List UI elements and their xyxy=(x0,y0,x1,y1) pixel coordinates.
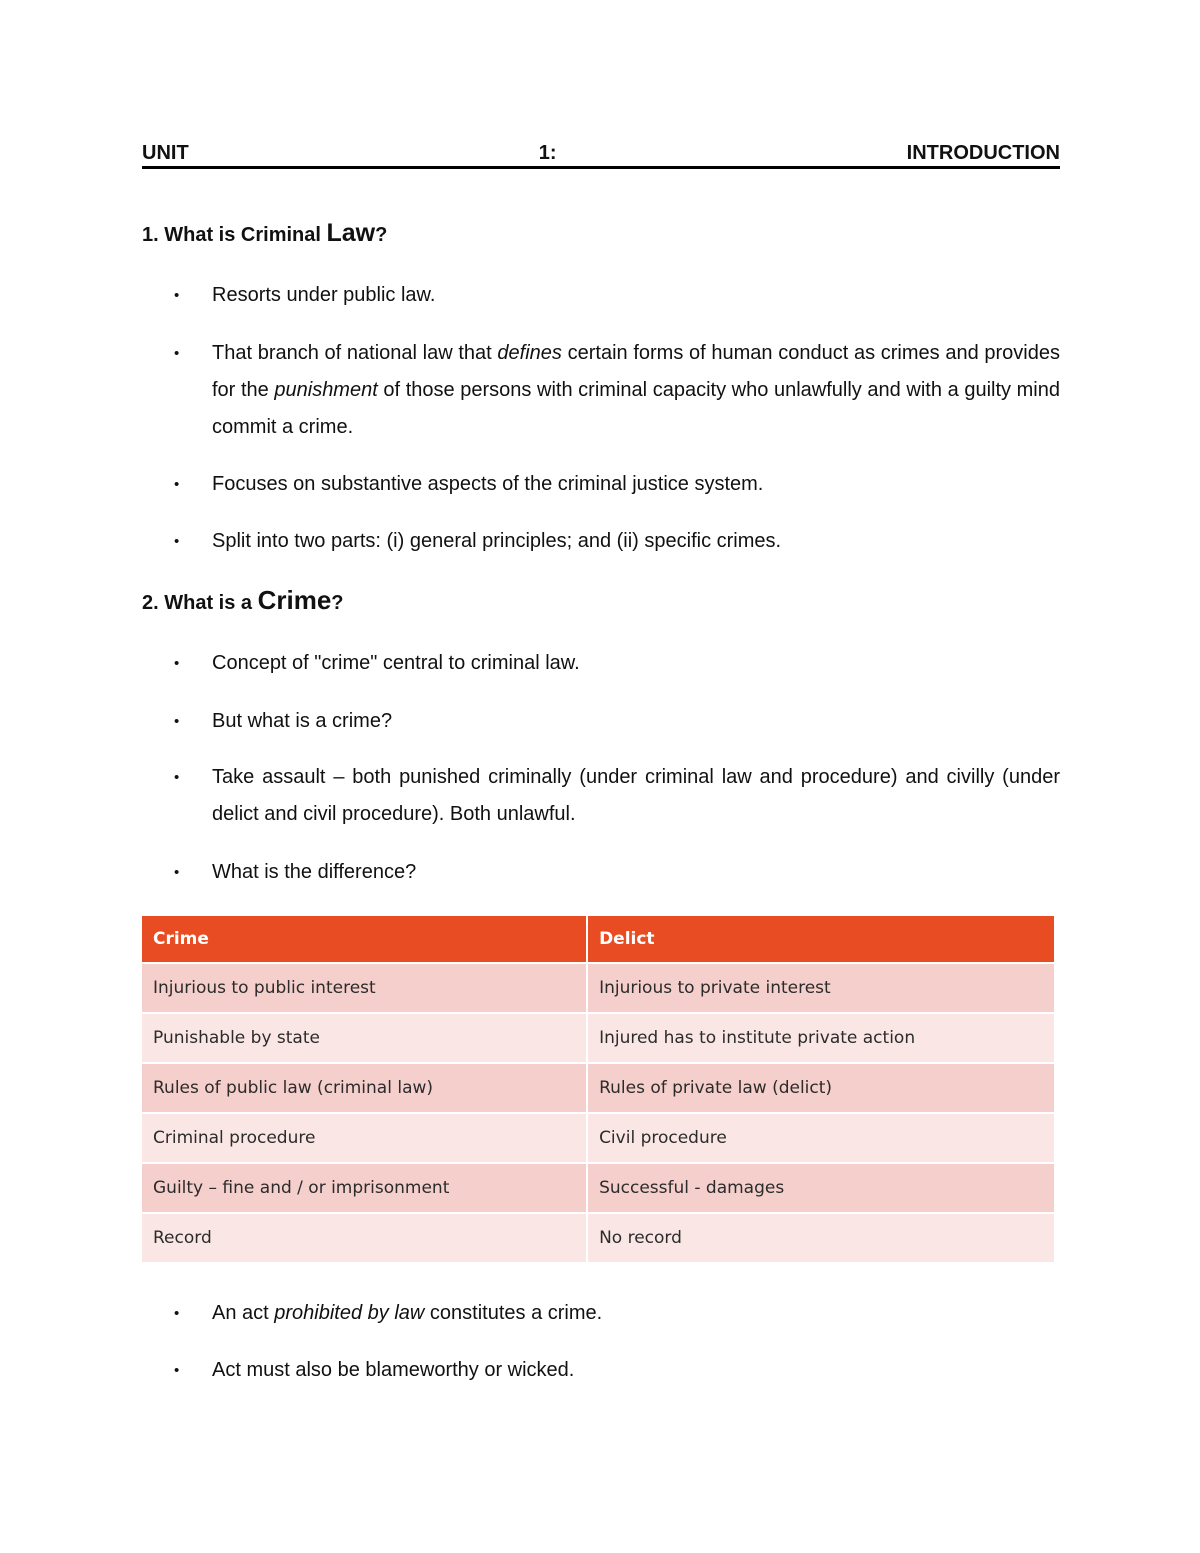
section-2-heading-word: Crime xyxy=(257,585,332,615)
unit-header-title: INTRODUCTION xyxy=(906,142,1060,164)
list-item xyxy=(174,703,1060,740)
emphasis-text: prohibited by law xyxy=(274,1302,425,1324)
list-item-text: Split into two parts: (i) general principles; and (ii) specific crimes. xyxy=(212,530,782,552)
table-cell: Injurious to public interest xyxy=(142,964,588,1014)
table-row xyxy=(142,1214,1056,1264)
list-item xyxy=(174,759,1060,833)
unit-header-number: 1: xyxy=(538,142,557,164)
list-item-text: Concept of "crime" central to criminal law. xyxy=(212,652,580,674)
unit-header xyxy=(142,141,1060,169)
section-1-heading-suffix: ? xyxy=(375,224,388,246)
table-cell: Guilty – fine and / or imprisonment xyxy=(142,1164,588,1214)
list-item xyxy=(174,854,1060,891)
column-header-crime: Crime xyxy=(142,916,588,964)
table-header-row xyxy=(142,916,1056,964)
list-item-text: That branch of national law that defines certain forms of human conduct as crimes and provides for the punishment of those persons with criminal capacity who unlawfully and with a guilty mind commit a crime. xyxy=(212,342,1060,438)
table-cell: Rules of private law (delict) xyxy=(588,1064,1056,1114)
table-row xyxy=(142,1064,1056,1114)
bullet-icon: • xyxy=(174,533,180,550)
table-cell: Injured has to institute private action xyxy=(588,1014,1056,1064)
section-1-heading xyxy=(142,219,387,249)
bullet-icon: • xyxy=(174,345,180,362)
list-item-text: But what is a crime? xyxy=(212,710,393,732)
list-item-text: Focuses on substantive aspects of the criminal justice system. xyxy=(212,473,764,495)
list-item-text: An act prohibited by law constitutes a crime. xyxy=(212,1302,603,1324)
emphasis-text: punishment xyxy=(274,379,378,401)
table-cell: Successful - damages xyxy=(588,1164,1056,1214)
bullet-icon: • xyxy=(174,1305,180,1322)
list-item xyxy=(174,466,1060,503)
table-cell: Rules of public law (criminal law) xyxy=(142,1064,588,1114)
bullet-icon: • xyxy=(174,769,180,786)
section-1-heading-prefix: 1. What is Criminal xyxy=(142,224,327,246)
bullet-icon: • xyxy=(174,713,180,730)
bullet-icon: • xyxy=(174,476,180,493)
table-row xyxy=(142,1114,1056,1164)
table-cell: Criminal procedure xyxy=(142,1114,588,1164)
bullet-icon: • xyxy=(174,864,180,881)
list-item xyxy=(174,523,1060,560)
bullet-icon: • xyxy=(174,287,180,304)
list-item xyxy=(174,645,1060,682)
bullet-icon: • xyxy=(174,655,180,672)
emphasis-text: defines xyxy=(497,342,562,364)
table-cell: Civil procedure xyxy=(588,1114,1056,1164)
bullet-icon: • xyxy=(174,1362,180,1379)
list-item xyxy=(174,1295,1060,1332)
section-1-heading-word: Law xyxy=(326,219,376,247)
crime-delict-table xyxy=(142,916,1056,1264)
list-item-text: Resorts under public law. xyxy=(212,284,436,306)
table-row xyxy=(142,1014,1056,1064)
list-item xyxy=(174,1352,1060,1389)
column-header-delict: Delict xyxy=(588,916,1056,964)
list-item xyxy=(174,277,1060,314)
list-item-text: Take assault – both punished criminally (under criminal law and procedure) and civilly (under delict and civil procedure). Both unlawful. xyxy=(212,766,1060,825)
list-item xyxy=(174,335,1060,446)
table-row xyxy=(142,964,1056,1014)
table-cell: Punishable by state xyxy=(142,1014,588,1064)
section-2-heading-suffix: ? xyxy=(331,592,344,614)
list-item-text: Act must also be blameworthy or wicked. xyxy=(212,1359,575,1381)
section-2-heading xyxy=(142,586,344,617)
unit-header-left: UNIT xyxy=(142,142,189,164)
table-cell: Record xyxy=(142,1214,588,1264)
section-2-heading-prefix: 2. What is a xyxy=(142,592,258,614)
table-cell: Injurious to private interest xyxy=(588,964,1056,1014)
table-row xyxy=(142,1164,1056,1214)
list-item-text: What is the difference? xyxy=(212,861,417,883)
table-cell: No record xyxy=(588,1214,1056,1264)
